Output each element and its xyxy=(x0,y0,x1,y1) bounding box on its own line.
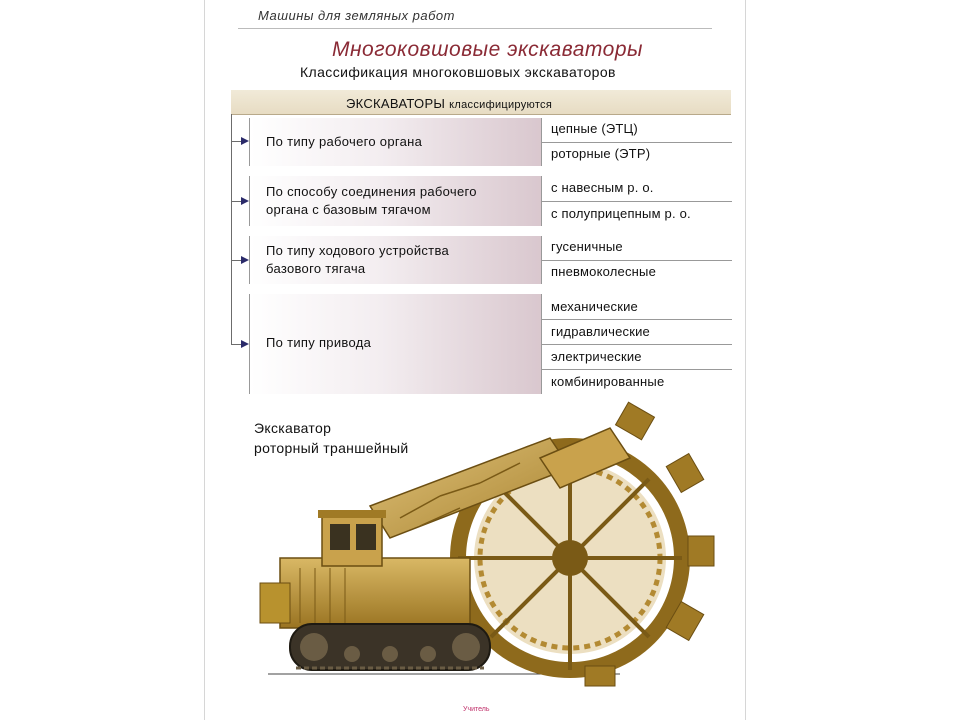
group-options-undercarriage xyxy=(541,236,732,284)
group-options-connection xyxy=(541,176,732,226)
group-label-line: По способу соединения рабочего xyxy=(266,184,477,199)
cab xyxy=(318,510,386,566)
photo-caption-line: роторный траншейный xyxy=(254,440,409,456)
root-suffix-text: классифицируются xyxy=(449,99,553,111)
option-item: с полуприцепным р. о. xyxy=(542,201,732,226)
group-label-line: базового тягача xyxy=(266,261,366,276)
classification-root xyxy=(346,96,552,111)
arrow-right-icon xyxy=(241,256,249,264)
group-label-line: По типу ходового устройства xyxy=(266,243,450,258)
group-label: По типу рабочего органа xyxy=(266,134,423,149)
arrow-right-icon xyxy=(241,197,249,205)
subject-heading: Машины для земляных работ xyxy=(258,8,455,23)
group-box-working-organ xyxy=(249,118,542,166)
group-options-working-organ xyxy=(541,118,732,166)
group-label-line: органа с базовым тягачом xyxy=(266,202,431,217)
group-box-undercarriage xyxy=(249,236,542,284)
page-subtitle: Классификация многоковшовых экскаваторов xyxy=(300,64,616,80)
arrow-right-icon xyxy=(241,137,249,145)
tree-trunk-line xyxy=(231,114,232,344)
trench-excavator-image xyxy=(240,398,740,698)
photo-caption-line: Экскаватор xyxy=(254,420,332,436)
option-item: с навесным р. о. xyxy=(551,180,654,195)
option-item: цепные (ЭТЦ) xyxy=(551,121,638,136)
option-item: механические xyxy=(551,299,638,314)
crawler-track xyxy=(290,624,490,670)
footer-mark: Учитель xyxy=(463,706,490,713)
option-item: пневмоколесные xyxy=(542,260,732,284)
option-item: гидравлические xyxy=(542,319,732,344)
group-box-drive xyxy=(249,294,542,394)
group-label: По типу привода xyxy=(266,335,372,350)
root-main-text: ЭКСКАВАТОРЫ xyxy=(346,96,446,111)
group-options-drive xyxy=(541,294,732,394)
group-box-connection xyxy=(249,176,542,226)
option-item: комбинированные xyxy=(542,369,732,394)
option-item: роторные (ЭТР) xyxy=(542,142,732,166)
page-title: Многоковшовые экскаваторы xyxy=(332,38,643,61)
arrow-right-icon xyxy=(241,340,249,348)
option-item: гусеничные xyxy=(551,239,623,254)
header-divider xyxy=(238,28,712,29)
option-item: электрические xyxy=(542,344,732,369)
